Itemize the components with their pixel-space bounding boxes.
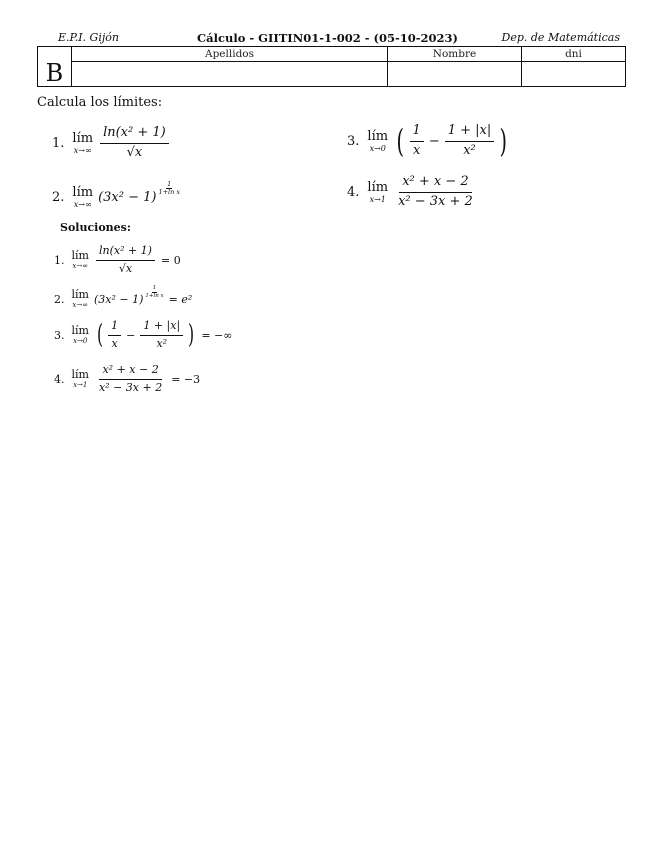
exercise-1: 1. lím x→∞ $\frac{\text{ln(x² + 1)}}{√x}$ (52, 126, 171, 161)
solution-2: 2. lím x→∞ (3x² − 1) $\frac{1}{\text{1+ln x}}$ = e² (54, 285, 193, 309)
dni-label: dni (522, 47, 626, 62)
exam-title: Cálculo - GIITIN01-1-002 - (05-10-2023) (197, 31, 458, 45)
limit-operator: lím x→1 (71, 368, 89, 390)
solution-result: = e² (168, 292, 193, 306)
exercise-2: 2. lím x→∞ (3x² − 1) 1 1+ln x (52, 179, 181, 209)
fraction: $\frac{\text{x² + x − 2}}{\text{x² − 3x + 2}}$ (98, 363, 163, 394)
solution-1: 1. lím x→∞ $\frac{\text{ln(x² + 1)}}{√x}$ = 0 (54, 244, 181, 275)
nombre-field (388, 62, 522, 87)
solution-3: 3. lím x→0 ( $\frac{1}{x}$ − $\frac{1 + |x|}{\text{x²}}$ ) = −∞ (54, 319, 233, 351)
apellidos-label: Apellidos (72, 47, 388, 62)
exponent-fraction: $\frac{1}{\text{1+ln x}}$ (145, 285, 164, 299)
instructions: Calcula los límites: (37, 95, 163, 110)
solution-result: = 0 (160, 253, 181, 267)
exponent-fraction: 1 1+ln x (158, 179, 181, 196)
exam-version-letter: B (38, 47, 72, 87)
department-name: Dep. de Matemáticas (501, 31, 620, 44)
fraction: $\frac{\text{ln(x² + 1)}}{√x}$ (100, 126, 169, 161)
base-expression: (3x² − 1) (98, 190, 157, 205)
student-id-table (37, 46, 626, 87)
fraction: $\frac{\text{ln(x² + 1)}}{√x}$ (96, 245, 155, 275)
limit-operator: lím x→0 (71, 324, 89, 346)
school-name: E.P.I. Gijón (58, 31, 119, 44)
fraction: $\frac{1 + |x|}{\text{x²}}$ (445, 124, 495, 159)
solution-result: = −3 (171, 372, 201, 386)
fraction: $\frac{\text{x² + x − 2}}{\text{x² − 3x + 2}}$ (398, 174, 473, 209)
fraction: $\frac{1 + |x|}{\text{x²}}$ (140, 320, 183, 350)
dni-field (522, 62, 626, 87)
limit-operator: lím x→0 (367, 128, 389, 153)
limit-operator: lím x→∞ (72, 185, 94, 209)
nombre-label: Nombre (388, 47, 522, 62)
solutions-heading: Soluciones: (60, 221, 131, 234)
solution-result: = −∞ (201, 328, 233, 342)
limit-operator: lím x→∞ (71, 288, 89, 309)
apellidos-field (72, 62, 388, 87)
exercise-4: 4. lím x→1 $\frac{\text{x² + x − 2}}{\text{x² − 3x + 2}}$ (347, 175, 478, 210)
limit-operator: lím x→1 (367, 179, 389, 204)
limit-operator: lím x→∞ (71, 249, 89, 271)
fraction: $\frac{1}{x}$ (108, 320, 121, 350)
solution-4: 4. lím x→1 $\frac{\text{x² + x − 2}}{\text{x² − 3x + 2}}$ = −3 (54, 363, 201, 394)
exercise-3: 3. lím x→0 ( $\frac{1}{x}$ − $\frac{1 + |x|}{\text{x²}}$ ) (347, 122, 508, 161)
limit-operator: lím x→∞ (72, 130, 94, 155)
fraction: $\frac{1}{x}$ (410, 124, 424, 159)
